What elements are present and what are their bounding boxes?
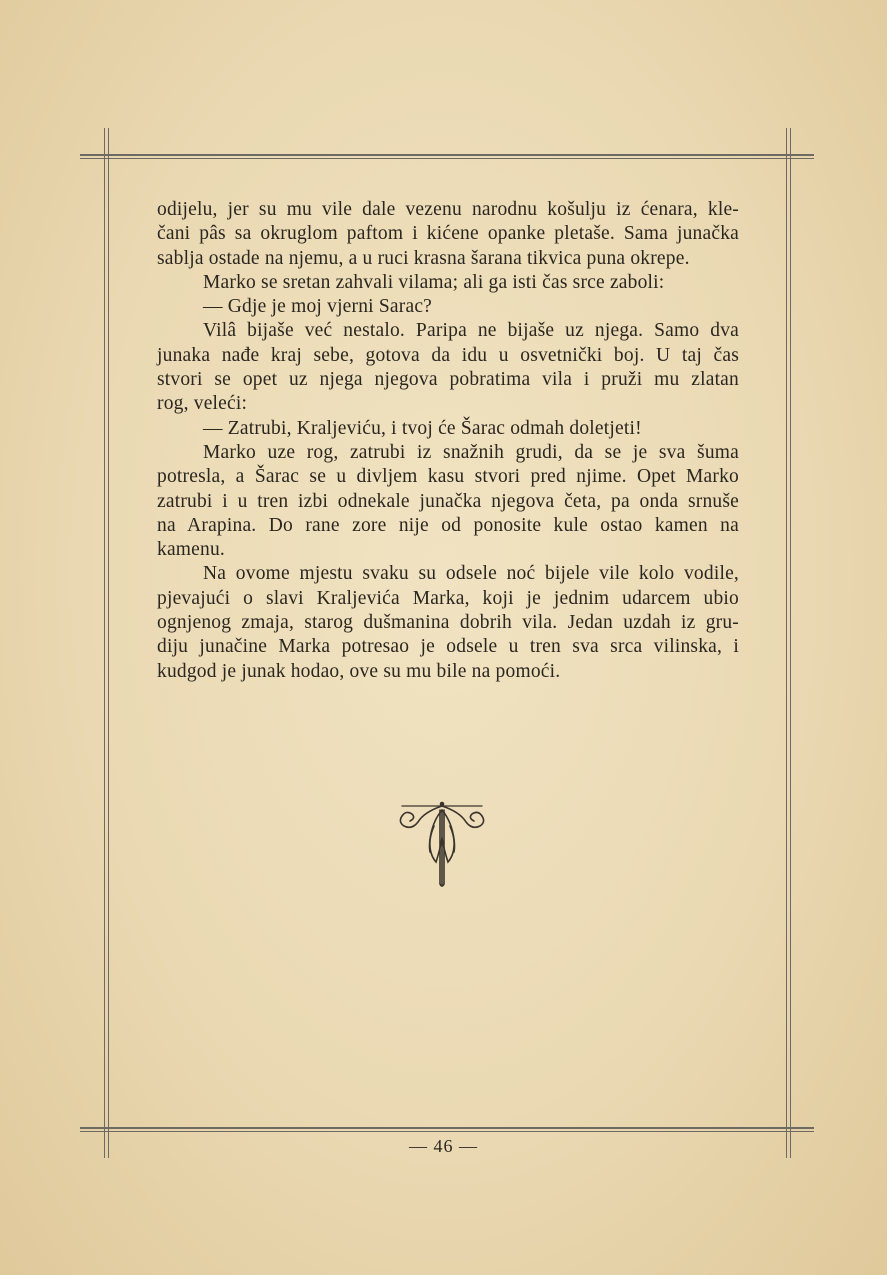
text-line: odijelu, jer su mu vile dale vezenu narodnu košulju iz ćenara, kle-: [157, 199, 739, 220]
text-line: pjevajući o slavi Kraljevića Marka, koji je jednim udarcem ubio: [157, 587, 739, 609]
frame-top-rule-thin: [80, 158, 814, 159]
text-line: rog, veleći:: [157, 393, 248, 415]
frame-top-rule: [80, 154, 814, 156]
text-line: ognjenog zmaja, starog dušmanina dobrih vila. Jedan uzdah iz gru-: [157, 612, 739, 634]
paragraph: [157, 198, 739, 271]
frame-bottom-rule-thin: [80, 1131, 814, 1132]
text-line: diju junačine Marka potresao je odsele u tren sva srca vilinska, i: [157, 636, 739, 658]
text-line: kudgod je junak hodao, ove su mu bile na pomoći.: [157, 660, 561, 682]
paragraph: [157, 271, 739, 295]
text-line: čani pâs sa okruglom paftom i kićene opanke pletaše. Sama junačka: [157, 223, 739, 245]
frame-right-rule-inner: [790, 128, 791, 1158]
paragraph: [157, 319, 739, 416]
paragraph: [157, 295, 739, 319]
text-line: Marko uze rog, zatrubi iz snažnih grudi, da se je sva šuma: [203, 441, 739, 463]
text-line: Vilâ bijaše već nestalo. Paripa ne bijaše uz njega. Samo dva: [203, 320, 739, 342]
page-number: — 46 —: [409, 1136, 478, 1156]
frame-bottom-rule: [80, 1127, 814, 1129]
frame-left-rule-inner: [108, 128, 109, 1158]
text-line: Na ovome mjestu svaku su odsele noć bijele vile kolo vodile,: [203, 563, 739, 585]
ornament-icon: [396, 800, 488, 892]
paragraph: [157, 441, 739, 562]
text-line: potresla, a Šarac se u divljem kasu stvori pred njime. Opet Marko: [157, 466, 739, 488]
paragraph: [157, 417, 739, 441]
text-line: na Arapina. Do rane zore nije od ponosite kule ostao kamen na: [157, 514, 739, 536]
paragraph: [157, 562, 739, 683]
text-line: — Gdje je moj vjerni Sarac?: [203, 296, 433, 318]
text-line: zatrubi i u tren izbi odnekale junačka njegova četa, pa onda srnuše: [157, 490, 739, 512]
text-line: sablja ostade na njemu, a u ruci krasna šarana tikvica puna okrepe.: [157, 247, 690, 269]
text-line: stvori se opet uz njega njegova pobratima vila i pruži mu zlatan: [157, 369, 739, 391]
frame-left-rule: [104, 128, 105, 1158]
frame-right-rule: [786, 128, 787, 1158]
text-line: Marko se sretan zahvali vilama; ali ga isti čas srce zaboli:: [203, 271, 665, 293]
text-line: junaka nađe kraj sebe, gotova da idu u osvetnički boj. U taj čas: [157, 344, 739, 366]
text-line: kamenu.: [157, 539, 226, 561]
body-text: [157, 198, 739, 684]
text-line: — Zatrubi, Kraljeviću, i tvoj će Šarac odmah doletjeti!: [203, 417, 642, 439]
